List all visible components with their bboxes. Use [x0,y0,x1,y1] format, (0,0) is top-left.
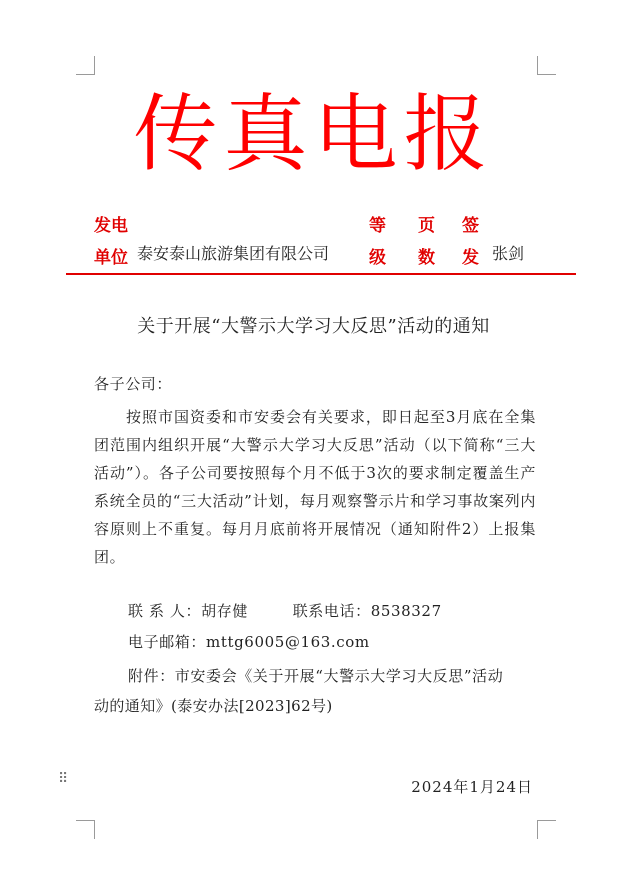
drag-handle-icon[interactable]: ⠿ [58,771,70,787]
sender-label-line1: 发电 [94,216,128,236]
corner-mark-bottom-right [537,820,556,839]
corner-mark-bottom-left [76,820,95,839]
phone-label: 联系电话： [292,602,371,620]
sign-label-line2: 发 [462,248,479,268]
attachment-line-2: 动的通知》(泰安办法[2023]62号) [94,697,333,715]
sign-value: 张剑 [492,244,525,263]
sign-label-line1: 签 [462,216,479,236]
sender-value: 泰安泰山旅游集团有限公司 [137,244,330,263]
contact-name: 胡存健 [201,602,248,620]
level-label-line2: 级 [369,248,386,268]
level-label-line1: 等 [369,216,386,236]
contact-line [128,597,442,625]
phone-value: 8538327 [370,602,442,620]
pages-label-line1: 页 [418,216,435,236]
email-line [128,628,370,656]
document-heading: 关于开展“大警示大学习大反思”活动的通知 [137,316,490,337]
email-label: 电子邮箱： [128,633,207,651]
header-divider-line [66,273,576,275]
email-value: mttg6005@163.com [206,633,370,651]
corner-mark-top-right [537,56,556,75]
sender-label-line2: 单位 [94,248,128,268]
document-header-title: 传真电报 [133,85,494,183]
corner-mark-top-left [76,56,95,75]
pages-label-line2: 数 [418,248,435,268]
salutation: 各子公司： [94,375,173,393]
document-date: 2024年1月24日 [411,778,533,796]
attachment-line-1: 附件：市安委会《关于开展“大警示大学习大反思”活动 [128,667,504,685]
contact-label: 联 系 人： [128,602,202,620]
body-paragraph: 按照市国资委和市安委会有关要求，即日起至3月底在全集团范围内组织开展“大警示大学习大反思”活动（以下简称“三大活动”）。各子公司要按照每个月不低于3次的要求制定覆盖生产系统全员的“三大活动”计划，每月观察警示片和学习事故案列内容原则上不重复。每月月底前将开展情况（通知附件2）上报集团。 [94,408,536,566]
